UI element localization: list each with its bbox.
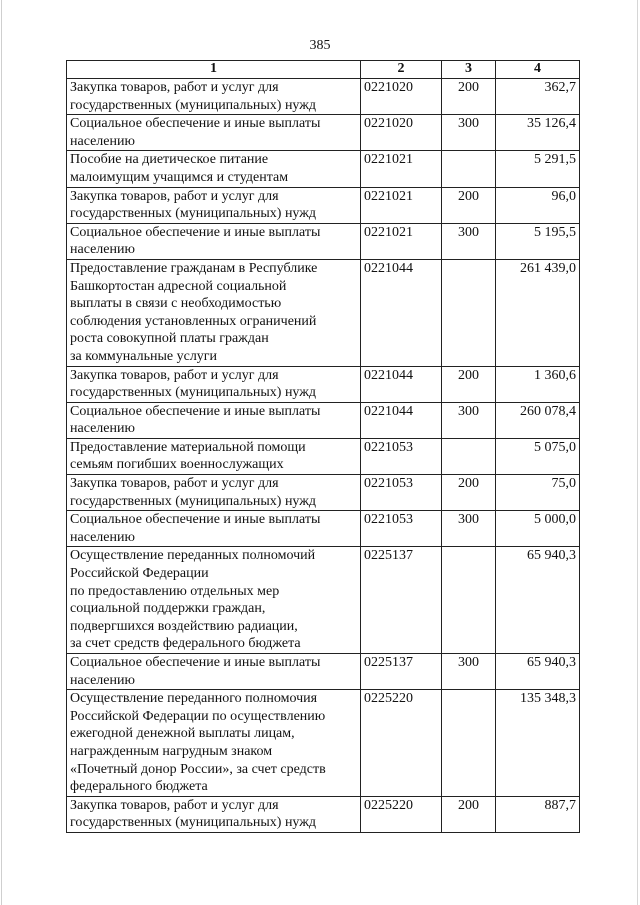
row-name-line: Предоставление гражданам в Республике — [70, 260, 318, 276]
row-name-line: Социальное обеспечение и иные выплаты — [70, 512, 321, 528]
table-row — [67, 475, 580, 511]
row-code-cell: 0221020 — [361, 79, 442, 115]
row-amount-cell: 5 000,0 — [496, 511, 580, 547]
row-code-cell: 0225220 — [361, 796, 442, 832]
row-name-line: за счет средств федерального бюджета — [70, 636, 301, 652]
table-row — [67, 547, 580, 654]
row-name-line: ежегодной денежной выплаты лицам, — [70, 726, 295, 742]
row-code-cell: 0221020 — [361, 115, 442, 151]
row-name-cell — [67, 366, 361, 402]
table-row — [67, 259, 580, 366]
row-amount-cell: 35 126,4 — [496, 115, 580, 151]
table-row — [67, 654, 580, 690]
row-amount-cell: 75,0 — [496, 475, 580, 511]
row-name-line: государственных (муниципальных) нужд — [70, 493, 317, 509]
row-code-cell: 0225137 — [361, 547, 442, 654]
row-name-line: Социальное обеспечение и иные выплаты — [70, 116, 321, 132]
row-name-cell — [67, 187, 361, 223]
row-code-cell: 0221053 — [361, 511, 442, 547]
row-name-line: Российской Федерации по осуществлению — [70, 708, 326, 724]
scan-edge-left — [1, 0, 2, 905]
row-type-cell: 200 — [442, 187, 496, 223]
table-row — [67, 223, 580, 259]
row-code-cell: 0221044 — [361, 366, 442, 402]
row-name-line: по предоставлению отдельных мер — [70, 583, 280, 599]
budget-table — [66, 60, 580, 833]
page-number: 385 — [309, 38, 331, 53]
row-name-line: Закупка товаров, работ и услуг для — [70, 797, 279, 813]
row-amount-cell: 5 075,0 — [496, 438, 580, 474]
row-name-line: Российской Федерации — [70, 566, 209, 582]
row-amount-cell: 65 940,3 — [496, 547, 580, 654]
table-row — [67, 402, 580, 438]
row-name-line: Закупка товаров, работ и услуг для — [70, 188, 279, 204]
row-name-line: социальной поддержки граждан, — [70, 601, 266, 617]
row-name-line: Осуществление переданного полномочия — [70, 691, 318, 707]
row-name-line: соблюдения установленных ограничений — [70, 313, 317, 329]
row-code-cell: 0221021 — [361, 187, 442, 223]
row-code-cell: 0221044 — [361, 402, 442, 438]
row-type-cell — [442, 151, 496, 187]
row-type-cell — [442, 690, 496, 797]
row-name-line: государственных (муниципальных) нужд — [70, 385, 317, 401]
row-amount-cell: 887,7 — [496, 796, 580, 832]
row-amount-cell: 1 360,6 — [496, 366, 580, 402]
row-name-line: государственных (муниципальных) нужд — [70, 97, 317, 113]
row-amount-cell: 362,7 — [496, 79, 580, 115]
row-type-cell: 300 — [442, 115, 496, 151]
row-type-cell: 200 — [442, 366, 496, 402]
row-name-line: населению — [70, 242, 135, 258]
row-name-line: населению — [70, 529, 135, 545]
row-code-cell: 0225137 — [361, 654, 442, 690]
row-name-line: награжденным нагрудным знаком — [70, 743, 273, 759]
row-name-line: Пособие на диетическое питание — [70, 152, 269, 168]
row-name-line: «Почетный донор России», за счет средств — [70, 761, 326, 777]
row-name-line: Осуществление переданных полномочий — [70, 548, 316, 564]
row-name-line: населению — [70, 421, 135, 437]
row-type-cell: 200 — [442, 796, 496, 832]
row-name-cell — [67, 438, 361, 474]
row-name-cell — [67, 796, 361, 832]
row-type-cell — [442, 438, 496, 474]
row-type-cell: 200 — [442, 79, 496, 115]
row-code-cell: 0221044 — [361, 259, 442, 366]
row-name-cell — [67, 690, 361, 797]
row-amount-cell: 260 078,4 — [496, 402, 580, 438]
row-name-line: роста совокупной платы граждан — [70, 331, 269, 347]
row-amount-cell: 5 195,5 — [496, 223, 580, 259]
row-name-line: государственных (муниципальных) нужд — [70, 206, 317, 222]
row-name-line: Башкортостан адресной социальной — [70, 278, 287, 294]
row-name-line: государственных (муниципальных) нужд — [70, 815, 317, 831]
row-amount-cell: 65 940,3 — [496, 654, 580, 690]
row-code-cell: 0221021 — [361, 223, 442, 259]
row-name-cell — [67, 223, 361, 259]
row-name-cell — [67, 654, 361, 690]
column-header-name: 1 — [67, 61, 361, 79]
row-name-line: выплаты в связи с необходимостью — [70, 296, 282, 312]
row-name-cell — [67, 115, 361, 151]
row-name-line: федерального бюджета — [70, 779, 208, 795]
column-header-amount: 4 — [496, 61, 580, 79]
row-type-cell: 300 — [442, 654, 496, 690]
row-type-cell: 300 — [442, 223, 496, 259]
row-name-line: Социальное обеспечение и иные выплаты — [70, 224, 321, 240]
row-type-cell — [442, 547, 496, 654]
row-name-line: малоимущим учащимся и студентам — [70, 169, 289, 185]
table-row — [67, 187, 580, 223]
table-row — [67, 366, 580, 402]
row-name-cell — [67, 511, 361, 547]
column-header-code: 2 — [361, 61, 442, 79]
table-row — [67, 690, 580, 797]
table-row — [67, 438, 580, 474]
table-body — [67, 79, 580, 833]
table-header-row — [67, 61, 580, 79]
row-name-line: за коммунальные услуги — [70, 348, 218, 364]
row-name-cell — [67, 547, 361, 654]
row-name-line: населению — [70, 672, 135, 688]
row-name-line: подвергшихся воздействию радиации, — [70, 618, 298, 634]
row-code-cell: 0221021 — [361, 151, 442, 187]
row-amount-cell: 96,0 — [496, 187, 580, 223]
row-code-cell: 0221053 — [361, 475, 442, 511]
row-type-cell: 200 — [442, 475, 496, 511]
row-name-cell — [67, 151, 361, 187]
table-row — [67, 796, 580, 832]
row-name-line: Закупка товаров, работ и услуг для — [70, 476, 279, 492]
table-row — [67, 79, 580, 115]
row-name-line: Предоставление материальной помощи — [70, 439, 306, 455]
row-name-cell — [67, 79, 361, 115]
scan-edge-right — [637, 0, 638, 905]
row-type-cell: 300 — [442, 402, 496, 438]
row-name-line: Закупка товаров, работ и услуг для — [70, 367, 279, 383]
table-row — [67, 511, 580, 547]
row-name-line: Социальное обеспечение и иные выплаты — [70, 403, 321, 419]
column-header-type: 3 — [442, 61, 496, 79]
row-amount-cell: 135 348,3 — [496, 690, 580, 797]
row-name-cell — [67, 475, 361, 511]
row-type-cell: 300 — [442, 511, 496, 547]
table-row — [67, 115, 580, 151]
row-name-cell — [67, 402, 361, 438]
row-name-line: Закупка товаров, работ и услуг для — [70, 80, 279, 95]
row-name-cell — [67, 259, 361, 366]
row-code-cell: 0221053 — [361, 438, 442, 474]
row-name-line: семьям погибших военнослужащих — [70, 457, 284, 473]
row-amount-cell: 261 439,0 — [496, 259, 580, 366]
row-amount-cell: 5 291,5 — [496, 151, 580, 187]
row-name-line: населению — [70, 133, 135, 149]
row-type-cell — [442, 259, 496, 366]
row-code-cell: 0225220 — [361, 690, 442, 797]
row-name-line: Социальное обеспечение и иные выплаты — [70, 655, 321, 670]
table-row — [67, 151, 580, 187]
